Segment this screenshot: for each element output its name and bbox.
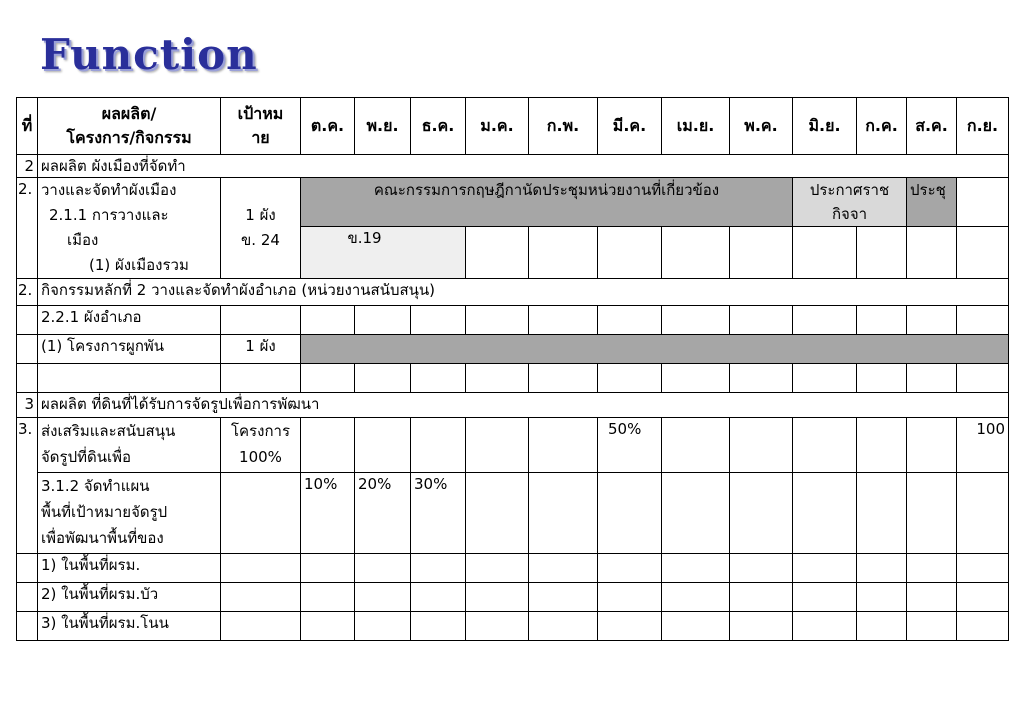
- month-cell: [793, 612, 857, 641]
- month-cell: [857, 227, 907, 279]
- month-cell: [411, 612, 466, 641]
- month-cell: [529, 306, 598, 335]
- table-row: [17, 279, 1009, 306]
- row-number: [17, 612, 38, 641]
- gantt-bar-meeting: ประชุ: [907, 178, 957, 227]
- month-cell: [466, 473, 529, 554]
- header-month: พ.ค.: [730, 98, 793, 155]
- target-cell: [221, 364, 301, 393]
- target-cell: [221, 612, 301, 641]
- month-cell: [466, 612, 529, 641]
- month-cell: [598, 227, 662, 279]
- month-cell: [529, 364, 598, 393]
- month-cell: [301, 306, 355, 335]
- month-cell: [301, 583, 355, 612]
- gantt-bar-announce: [793, 178, 907, 227]
- header-month: มิ.ย.: [793, 98, 857, 155]
- month-cell: [857, 418, 907, 473]
- header-month: ก.พ.: [529, 98, 598, 155]
- header-row: [17, 98, 1009, 155]
- month-cell: [730, 554, 793, 583]
- month-cell: [957, 554, 1009, 583]
- month-cell: [355, 583, 411, 612]
- page-title: Function: [40, 30, 258, 79]
- header-month: พ.ย.: [355, 98, 411, 155]
- target-cell: [221, 473, 301, 554]
- month-cell: [793, 364, 857, 393]
- month-cell: [466, 583, 529, 612]
- month-cell: [957, 583, 1009, 612]
- month-cell: [730, 364, 793, 393]
- month-cell: [598, 554, 662, 583]
- target-line: โครงการ: [230, 422, 291, 440]
- table-row: [17, 364, 1009, 393]
- row-label: ผลผลิต ที่ดินที่ได้รับการจัดรูปเพื่อการพัฒนา: [38, 393, 1009, 418]
- month-cell: [957, 473, 1009, 554]
- table-row: [17, 393, 1009, 418]
- month-cell: 20%: [355, 473, 411, 554]
- month-cell: [411, 364, 466, 393]
- month-cell: [466, 418, 529, 473]
- header-output-line1: ผลผลิต/: [101, 104, 157, 123]
- table-row: [17, 554, 1009, 583]
- gantt-bar-text: กิจจา: [831, 205, 868, 223]
- header-month: ธ.ค.: [411, 98, 466, 155]
- month-cell: [466, 364, 529, 393]
- month-cell: [793, 554, 857, 583]
- month-cell: [730, 418, 793, 473]
- row-label: 1) ในพื้นที่ผรม.: [38, 554, 221, 583]
- month-cell: [598, 612, 662, 641]
- row-label-line: (1) ผังเมืองรวม: [89, 256, 189, 274]
- month-cell: [301, 418, 355, 473]
- header-no: ที่: [17, 98, 38, 155]
- header-month: ส.ค.: [907, 98, 957, 155]
- row-number: 2.: [17, 178, 38, 279]
- month-cell: [957, 306, 1009, 335]
- month-cell: [793, 418, 857, 473]
- table-row: [17, 306, 1009, 335]
- row-label-line: [41, 203, 217, 228]
- row-number: [17, 364, 38, 393]
- month-cell: [662, 364, 730, 393]
- month-cell: [598, 306, 662, 335]
- month-cell: [730, 583, 793, 612]
- row-label: 3) ในพื้นที่ผรม.โนน: [38, 612, 221, 641]
- header-target-line1: เป้าหม: [237, 104, 284, 123]
- month-cell: [411, 306, 466, 335]
- month-cell: [662, 418, 730, 473]
- month-cell: [529, 418, 598, 473]
- row-label-line: เมือง: [67, 231, 99, 249]
- target-cell: [221, 306, 301, 335]
- table-row: [17, 473, 1009, 554]
- month-cell: [598, 364, 662, 393]
- month-cell: [730, 612, 793, 641]
- month-cell: [957, 612, 1009, 641]
- header-output-line2: โครงการ/กิจกรรม: [66, 128, 192, 147]
- month-cell: [857, 612, 907, 641]
- row-label: 2.2.1 ผังอำเภอ: [38, 306, 221, 335]
- month-cell: [857, 473, 907, 554]
- gantt-bar-full-year: [301, 335, 1009, 364]
- header-month: มี.ค.: [598, 98, 662, 155]
- month-cell: [957, 364, 1009, 393]
- row-label: ผลผลิต ผังเมืองที่จัดทำ: [38, 155, 1009, 178]
- row-number: 3.: [17, 418, 38, 473]
- schedule-table: [16, 97, 1009, 641]
- header-target-line2: าย: [251, 128, 270, 147]
- month-cell: [529, 473, 598, 554]
- month-cell: [730, 473, 793, 554]
- month-cell: [793, 227, 857, 279]
- month-cell: [662, 612, 730, 641]
- row-label: 2) ในพื้นที่ผรม.บัว: [38, 583, 221, 612]
- month-cell: [907, 554, 957, 583]
- month-cell: [793, 583, 857, 612]
- month-cell: [907, 612, 957, 641]
- target-line: ข. 24: [241, 231, 280, 249]
- month-cell: [598, 583, 662, 612]
- gantt-bar-committee: คณะกรรมการกฤษฎีกานัดประชุมหน่วยงานที่เกี่ยวข้อง: [301, 178, 793, 227]
- month-cell: [857, 306, 907, 335]
- month-cell: 50%: [598, 418, 662, 473]
- row-label-line: ส่งเสริมและสนับสนุน: [41, 422, 176, 440]
- header-month: เม.ย.: [662, 98, 730, 155]
- target-cell: [221, 178, 301, 279]
- month-cell: [857, 583, 907, 612]
- month-cell: [466, 554, 529, 583]
- row-number: [17, 473, 38, 554]
- month-cell: 30%: [411, 473, 466, 554]
- row-label: [38, 473, 221, 554]
- month-cell: [529, 554, 598, 583]
- row-label: [38, 418, 221, 473]
- month-cell: [301, 612, 355, 641]
- table-row: [17, 155, 1009, 178]
- month-cell: [957, 178, 1009, 227]
- target-cell: [221, 418, 301, 473]
- row-label: กิจกรรมหลักที่ 2 วางและจัดทำผังอำเภอ (หน่วยงานสนับสนุน): [38, 279, 1009, 306]
- month-cell: [793, 473, 857, 554]
- table-row: [17, 178, 1009, 227]
- row-number: 2: [17, 155, 38, 178]
- month-cell: [857, 364, 907, 393]
- header-month: ม.ค.: [466, 98, 529, 155]
- header-target: [221, 98, 301, 155]
- month-cell: [355, 612, 411, 641]
- month-cell: [662, 306, 730, 335]
- month-cell: [907, 227, 957, 279]
- row-label: [38, 364, 221, 393]
- month-cell: [730, 227, 793, 279]
- month-cell: [529, 612, 598, 641]
- month-cell: [662, 473, 730, 554]
- row-label-line: จัดรูปที่ดินเพื่อ: [41, 448, 132, 466]
- header-month: ต.ค.: [301, 98, 355, 155]
- month-cell: 10%: [301, 473, 355, 554]
- month-cell: [466, 306, 529, 335]
- month-cell: [355, 364, 411, 393]
- table-row: [17, 612, 1009, 641]
- month-cell: [355, 306, 411, 335]
- month-cell: [411, 418, 466, 473]
- month-cell: [411, 554, 466, 583]
- gantt-bar-text: ประกาศราช: [809, 181, 890, 199]
- target-line: 100%: [239, 448, 282, 466]
- row-number: 3: [17, 393, 38, 418]
- row-label: [38, 178, 221, 279]
- row-label-text: 2.1.1 การวางและ: [49, 206, 169, 224]
- month-cell: [662, 554, 730, 583]
- row-label-line: พื้นที่เป้าหมายจัดรูป: [41, 503, 168, 521]
- month-cell: [466, 227, 529, 279]
- header-month: ก.ย.: [957, 98, 1009, 155]
- table-row: [17, 335, 1009, 364]
- target-cell: [221, 583, 301, 612]
- month-cell: [907, 306, 957, 335]
- row-number: [17, 583, 38, 612]
- row-number: [17, 554, 38, 583]
- row-number: [17, 306, 38, 335]
- row-label: (1) โครงการผูกพัน: [38, 335, 221, 364]
- target-cell: 1 ผัง: [221, 335, 301, 364]
- table-row: [17, 583, 1009, 612]
- row-label-line: วางและจัดทำผังเมือง: [41, 181, 177, 199]
- month-cell: [529, 583, 598, 612]
- month-cell: [662, 227, 730, 279]
- header-month: ก.ค.: [857, 98, 907, 155]
- month-cell: [907, 583, 957, 612]
- month-cell: [730, 306, 793, 335]
- month-cell: [355, 554, 411, 583]
- row-label-line: 3.1.2 จัดทำแผน: [41, 477, 150, 495]
- row-number: [17, 335, 38, 364]
- month-cell: [907, 473, 957, 554]
- row-number: 2.: [17, 279, 38, 306]
- month-cell: [355, 418, 411, 473]
- month-cell: [598, 473, 662, 554]
- month-cell: 100: [957, 418, 1009, 473]
- gantt-bar-kh19: ข.19: [301, 227, 466, 279]
- month-cell: [662, 583, 730, 612]
- header-output: [38, 98, 221, 155]
- month-cell: [529, 227, 598, 279]
- month-cell: [793, 306, 857, 335]
- month-cell: [857, 554, 907, 583]
- month-cell: [907, 364, 957, 393]
- month-cell: [907, 418, 957, 473]
- month-cell: [301, 364, 355, 393]
- target-cell: [221, 554, 301, 583]
- month-cell: [301, 554, 355, 583]
- month-cell: [957, 227, 1009, 279]
- row-label-line: เพื่อพัฒนาพื้นที่ของ: [41, 529, 164, 547]
- month-cell: [411, 583, 466, 612]
- target-line: 1 ผัง: [245, 206, 276, 224]
- table-row: [17, 418, 1009, 473]
